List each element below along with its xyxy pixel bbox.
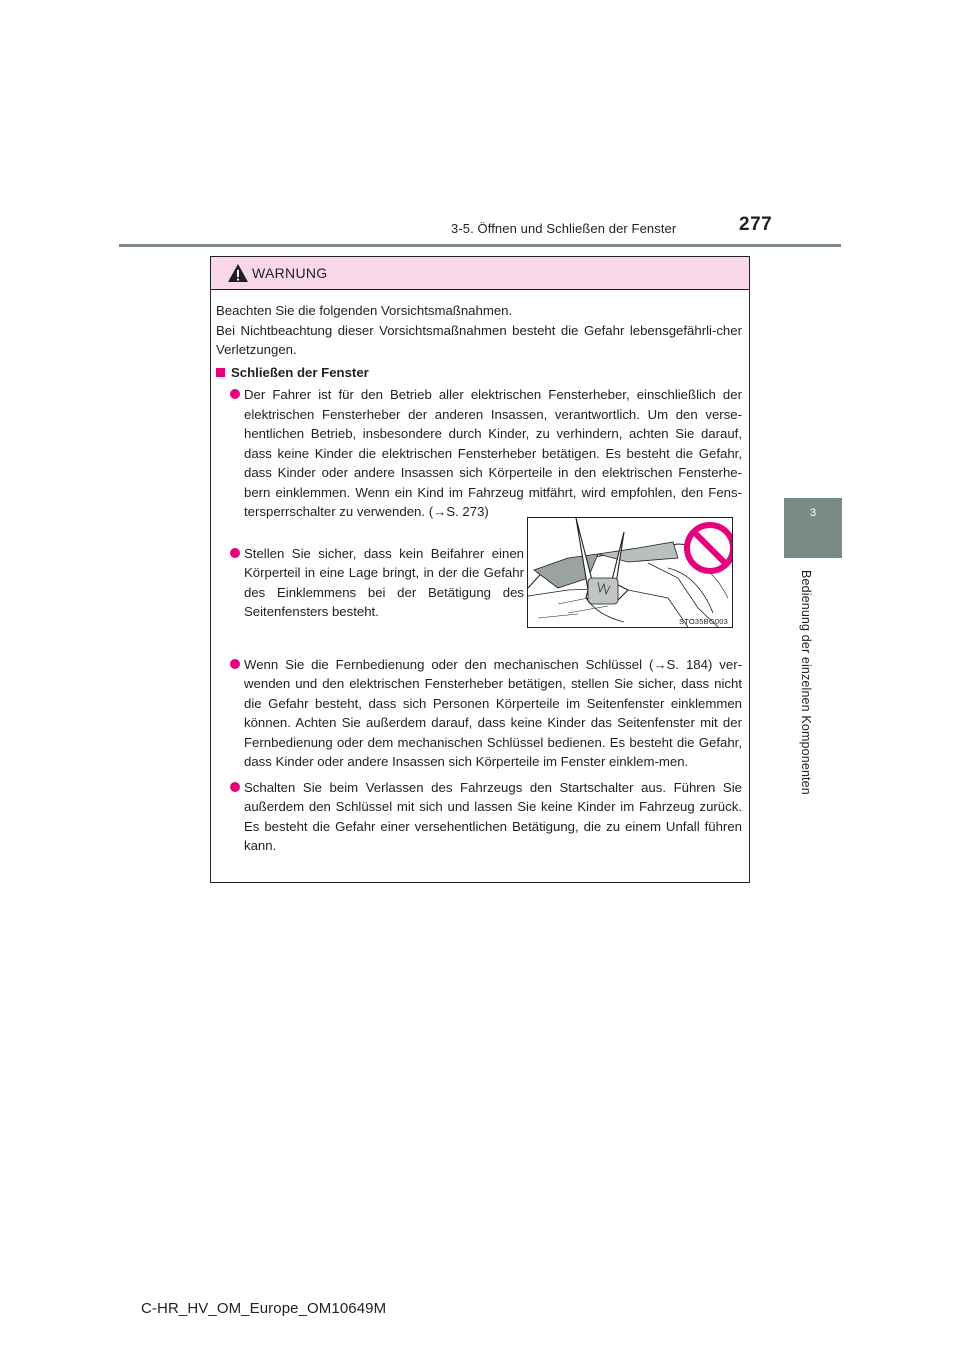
chapter-title: Bedienung der einzelnen Komponenten bbox=[799, 570, 813, 795]
warning-header bbox=[211, 257, 749, 290]
intro-line: Bei Nichtbeachtung dieser Vorsichtsmaßnahmen besteht die Gefahr lebensgefährli-cher Verletzungen. bbox=[216, 322, 742, 357]
chapter-number: 3 bbox=[809, 507, 817, 519]
list-item bbox=[216, 778, 742, 856]
bullet-icon bbox=[230, 782, 240, 792]
window-pinch-illustration bbox=[527, 517, 733, 628]
list-item-text: Wenn Sie die Fernbedienung oder den mechanischen Schlüssel (→S. 184) ver-wenden und den elektrischen Fensterheber betätigen, stellen Sie sicher, dass nicht die Gefahr besteht, dass sich Personen Körperteile im Seitenfenster einklemmen können. Achten Sie außerdem darauf, dass keine Kinder das Seitenfenster mit der Fernbedienung oder dem mechanischen Schlüssel bedienen. Es besteht die Gefahr, dass Kinder oder andere Insassen sich Körperteile im Fenster einklem-men. bbox=[244, 656, 742, 769]
header-rule bbox=[119, 244, 841, 247]
list-item bbox=[216, 385, 742, 522]
intro-line: Beachten Sie die folgenden Vorsichtsmaßnahmen. bbox=[216, 303, 513, 318]
illustration-code: STO35BG003 bbox=[679, 617, 728, 626]
bullet-icon bbox=[230, 389, 240, 399]
warning-title: WARNUNG bbox=[252, 265, 328, 281]
list-item-text: Schalten Sie beim Verlassen des Fahrzeugs den Startschalter aus. Führen Sie außerdem den Schlüssel mit sich und lassen Sie keine Kinder im Fahrzeug zurück. Es besteht die Gefahr einer versehentlichen Betätigung, die zu einem Unfall führen kann. bbox=[244, 779, 742, 853]
list-item-text: Stellen Sie sicher, dass kein Beifahrer einen Körperteil in eine Lage bringt, in der die Gefahr des Einklemmens bei der Betätigung des Seitenfensters besteht. bbox=[244, 545, 524, 619]
list-item-text: Der Fahrer ist für den Betrieb aller elektrischen Fensterheber, einschließlich der elektrischen Fensterheber der anderen Insassen, verantwortlich. Um den verse-hentlichen Betrieb, insbesondere durch Kinder, zu verhindern, achten Sie darauf, dass keine Kinder die elektrischen Fensterheber betätigen. Es besteht die Gefahr, dass Kinder oder andere Insassen sich Körperteile in den elektrischen Fensterhe-bern einklemmen. Wenn ein Kind im Fahrzeug mitfährt, wird empfohlen, den Fens-tersperrschalter zu verwenden. (→S. 273) bbox=[244, 387, 742, 519]
section-title: 3-5. Öffnen und Schließen der Fenster bbox=[451, 221, 677, 236]
subheading bbox=[216, 363, 742, 383]
list-item bbox=[216, 655, 742, 772]
list-item bbox=[216, 544, 524, 622]
car-interior-drawing bbox=[528, 518, 732, 627]
bullet-icon bbox=[230, 548, 240, 558]
page-number: 277 bbox=[739, 214, 773, 235]
square-bullet-icon bbox=[216, 368, 225, 377]
bullet-icon bbox=[230, 659, 240, 669]
subheading-text: Schließen der Fenster bbox=[231, 364, 369, 380]
warning-box bbox=[210, 256, 750, 883]
document-id: C-HR_HV_OM_Europe_OM10649M bbox=[141, 1300, 387, 1317]
warning-triangle-icon bbox=[227, 263, 249, 283]
